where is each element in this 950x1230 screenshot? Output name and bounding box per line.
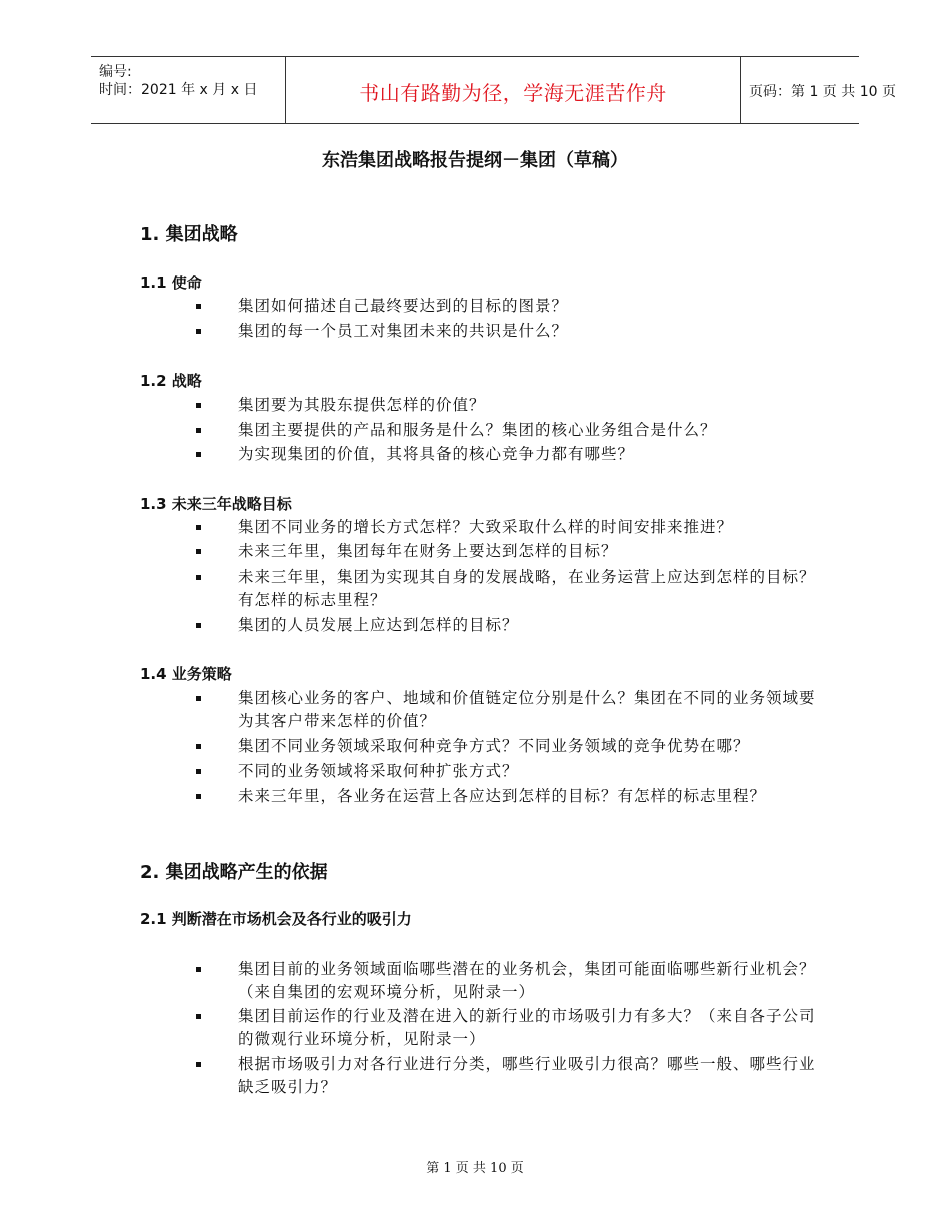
- header-page-cell: [741, 57, 896, 123]
- bullet-icon: [196, 549, 201, 554]
- page-footer: 第 1 页 共 10 页: [426, 1161, 524, 1176]
- header-info-cell: [91, 57, 285, 123]
- bullet-icon: [196, 1062, 201, 1067]
- bullet-icon: [196, 525, 201, 530]
- section-1-1-heading: 1.1 使命: [140, 274, 202, 292]
- section-1-heading: 1. 集团战略: [140, 224, 238, 245]
- header-motto-cell: [285, 57, 741, 123]
- document-title: 东浩集团战略报告提纲－集团（草稿）: [322, 150, 628, 171]
- bullet-icon: [196, 452, 201, 457]
- bullet-icon: [196, 329, 201, 334]
- number-label: 编号:: [99, 64, 132, 80]
- section-2-1-heading: 2.1 判断潜在市场机会及各行业的吸引力: [140, 910, 412, 928]
- bullet-icon: [196, 744, 201, 749]
- section-1-2-heading: 1.2 战略: [140, 372, 202, 390]
- bullet-icon: [196, 575, 201, 580]
- page-label: 页码：第 1 页 共 10 页: [749, 84, 896, 100]
- bullet-icon: [196, 428, 201, 433]
- bullet-icon: [196, 623, 201, 628]
- document-header: [91, 56, 896, 124]
- bullet-icon: [196, 967, 201, 972]
- time-label: 时间：2021 年 x 月 x 日: [99, 82, 258, 98]
- bullet-icon: [196, 304, 201, 309]
- bullet-icon: [196, 403, 201, 408]
- bullet-icon: [196, 794, 201, 799]
- motto-text: 书山有路勤为径，学海无涯苦作舟: [359, 81, 667, 105]
- bullet-icon: [196, 769, 201, 774]
- section-1-4-heading: 1.4 业务策略: [140, 665, 232, 683]
- bullet-icon: [196, 696, 201, 701]
- section-2-heading: 2. 集团战略产生的依据: [140, 862, 328, 883]
- bullet-icon: [196, 1014, 201, 1019]
- section-1-3-heading: 1.3 未来三年战略目标: [140, 495, 292, 513]
